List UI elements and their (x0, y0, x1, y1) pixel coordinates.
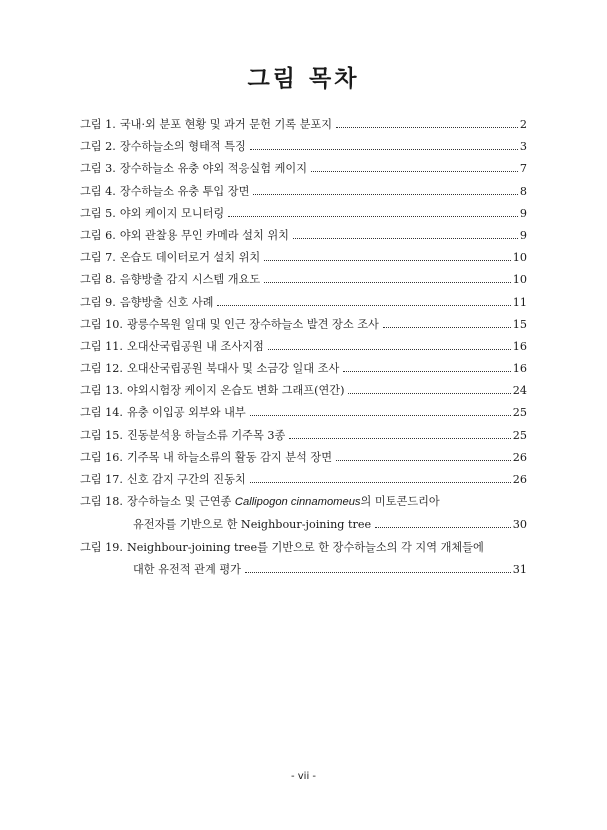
toc-entry-page: 8 (519, 184, 527, 198)
toc-entry-page: 24 (512, 384, 527, 398)
toc-entry-title: 야외 케이지 모니터링 (119, 206, 225, 220)
toc-entry-19[interactable] (80, 541, 527, 576)
toc-entry[interactable] (80, 429, 527, 442)
toc-entry[interactable] (80, 384, 527, 397)
figure-toc-list (80, 118, 527, 585)
dot-leader (250, 149, 518, 150)
toc-entry-page: 9 (519, 206, 527, 220)
toc-entry-title: 유충 이입공 외부와 내부 (126, 406, 246, 420)
toc-entry-label: 그림 7. (80, 251, 116, 265)
toc-entry-page: 9 (519, 228, 527, 242)
toc-entry-label: 그림 9. (80, 295, 116, 309)
toc-entry-label: 그림 4. (80, 184, 116, 198)
toc-entry-label: 그림 5. (80, 206, 116, 220)
dot-leader (336, 460, 511, 461)
toc-entry-page: 31 (512, 562, 527, 576)
toc-entry-title: 음향방출 신호 사례 (119, 295, 214, 309)
toc-entry-continuation (80, 518, 527, 531)
toc-entry[interactable] (80, 229, 527, 242)
toc-entry-label: 그림 2. (80, 140, 116, 154)
dot-leader (264, 282, 511, 283)
toc-entry-title: 진동분석용 하늘소류 기주목 3종 (126, 428, 286, 442)
toc-entry-title: Neighbour-joining tree를 기반으로 한 장수하늘소의 각 지역 개체들에 (126, 540, 484, 554)
toc-entries (80, 118, 527, 486)
dot-leader (289, 438, 511, 439)
dot-leader (268, 349, 511, 350)
dot-leader (245, 572, 511, 573)
toc-entry-title: 오대산국립공원 북대사 및 소금강 일대 조사 (126, 362, 340, 376)
toc-entry[interactable] (80, 251, 527, 264)
toc-entry-title-cont: 대한 유전적 관계 평가 (133, 562, 241, 576)
toc-entry-18[interactable] (80, 495, 527, 531)
toc-entry-title: 야외시험장 케이지 온습도 변화 그래프(연간) (126, 384, 345, 398)
toc-entry[interactable] (80, 362, 527, 375)
toc-entry-title-part: 의 미토콘드리아 (360, 495, 440, 509)
toc-entry-line (80, 541, 527, 554)
toc-entry-title: 야외 관찰용 무인 카메라 설치 위치 (119, 228, 289, 242)
dot-leader (348, 393, 510, 394)
toc-entry-label: 그림 18. (80, 495, 123, 509)
toc-entry-label: 그림 19. (80, 540, 123, 554)
toc-entry-title: 장수하늘소 유충 투입 장면 (119, 184, 250, 198)
toc-entry-label: 그림 10. (80, 317, 123, 331)
toc-entry[interactable] (80, 451, 527, 464)
toc-entry-page: 15 (512, 317, 527, 331)
species-name: Callipogon cinnamomeus (234, 496, 361, 509)
toc-entry[interactable] (80, 162, 527, 175)
toc-entry-title: 오대산국립공원 내 조사지점 (126, 339, 264, 353)
dot-leader (217, 305, 510, 306)
toc-entry-page: 26 (512, 473, 527, 486)
toc-entry[interactable] (80, 207, 527, 220)
toc-entry-label: 그림 12. (80, 362, 123, 376)
dot-leader (228, 216, 518, 217)
toc-entry-line (80, 495, 527, 509)
dot-leader (375, 527, 511, 528)
toc-entry[interactable] (80, 473, 527, 486)
toc-entry-label: 그림 15. (80, 428, 123, 442)
toc-entry-page: 25 (512, 406, 527, 420)
toc-entry-title: 신호 감지 구간의 진동치 (126, 473, 246, 486)
toc-entry-page: 30 (512, 518, 527, 532)
toc-entry-title: 장수하늘소 유충 야외 적응실험 케이지 (119, 162, 307, 176)
toc-entry-title: 광릉수목원 일대 및 인근 장수하늘소 발견 장소 조사 (126, 317, 379, 331)
toc-entry-label: 그림 1. (80, 118, 116, 131)
toc-entry-page: 26 (512, 450, 527, 464)
toc-entry-page: 10 (512, 273, 527, 287)
toc-entry-title-part: 장수하늘소 및 근연종 (126, 495, 235, 509)
toc-entry-label: 그림 8. (80, 273, 116, 287)
toc-entry-title: 온습도 데이터로거 설치 위치 (119, 251, 261, 265)
dot-leader (293, 238, 518, 239)
page-title: 그림 목차 (247, 65, 360, 92)
dot-leader (343, 371, 510, 372)
toc-entry-page: 11 (512, 295, 527, 309)
toc-entry-label: 그림 6. (80, 228, 116, 242)
toc-entry-label: 그림 11. (80, 339, 123, 353)
toc-entry-page: 16 (512, 362, 527, 376)
dot-leader (383, 327, 511, 328)
toc-entry-label: 그림 13. (80, 384, 123, 398)
dot-leader (250, 415, 511, 416)
toc-entry[interactable] (80, 318, 527, 331)
toc-entry-page: 16 (512, 339, 527, 353)
toc-entry[interactable] (80, 273, 527, 286)
toc-entry-label: 그림 14. (80, 406, 123, 420)
dot-leader (250, 482, 511, 483)
dot-leader (336, 127, 518, 128)
toc-entry-title (127, 495, 440, 509)
toc-entry-label: 그림 3. (80, 162, 116, 176)
dot-leader (253, 194, 517, 195)
toc-entry-page: 7 (519, 162, 527, 176)
toc-entry-page: 10 (512, 251, 527, 265)
toc-entry[interactable] (80, 296, 527, 309)
toc-entry-page: 2 (519, 118, 527, 131)
toc-entry-title: 음향방출 감지 시스템 개요도 (119, 273, 261, 287)
toc-entry-label: 그림 17. (80, 473, 123, 486)
toc-entry-title: 기주목 내 하늘소류의 활동 감지 분석 장면 (126, 450, 333, 464)
toc-entry[interactable] (80, 118, 527, 131)
dot-leader (311, 171, 518, 172)
toc-entry[interactable] (80, 185, 527, 198)
toc-entry[interactable] (80, 340, 527, 353)
page-number: - vii - (290, 771, 317, 782)
toc-entry[interactable] (80, 140, 527, 153)
toc-entry-title: 장수하늘소의 형태적 특징 (119, 140, 246, 154)
toc-entry-title-cont: 유전자를 기반으로 한 Neighbour-joining tree (133, 518, 372, 532)
toc-entry-continuation (80, 563, 527, 576)
dot-leader (264, 260, 511, 261)
toc-entry[interactable] (80, 406, 527, 419)
toc-entry-page: 25 (512, 428, 527, 442)
toc-entry-title: 국내·외 분포 현황 및 과거 문헌 기록 분포지 (119, 118, 333, 131)
toc-entry-label: 그림 16. (80, 450, 123, 464)
toc-entry-page: 3 (519, 140, 527, 154)
